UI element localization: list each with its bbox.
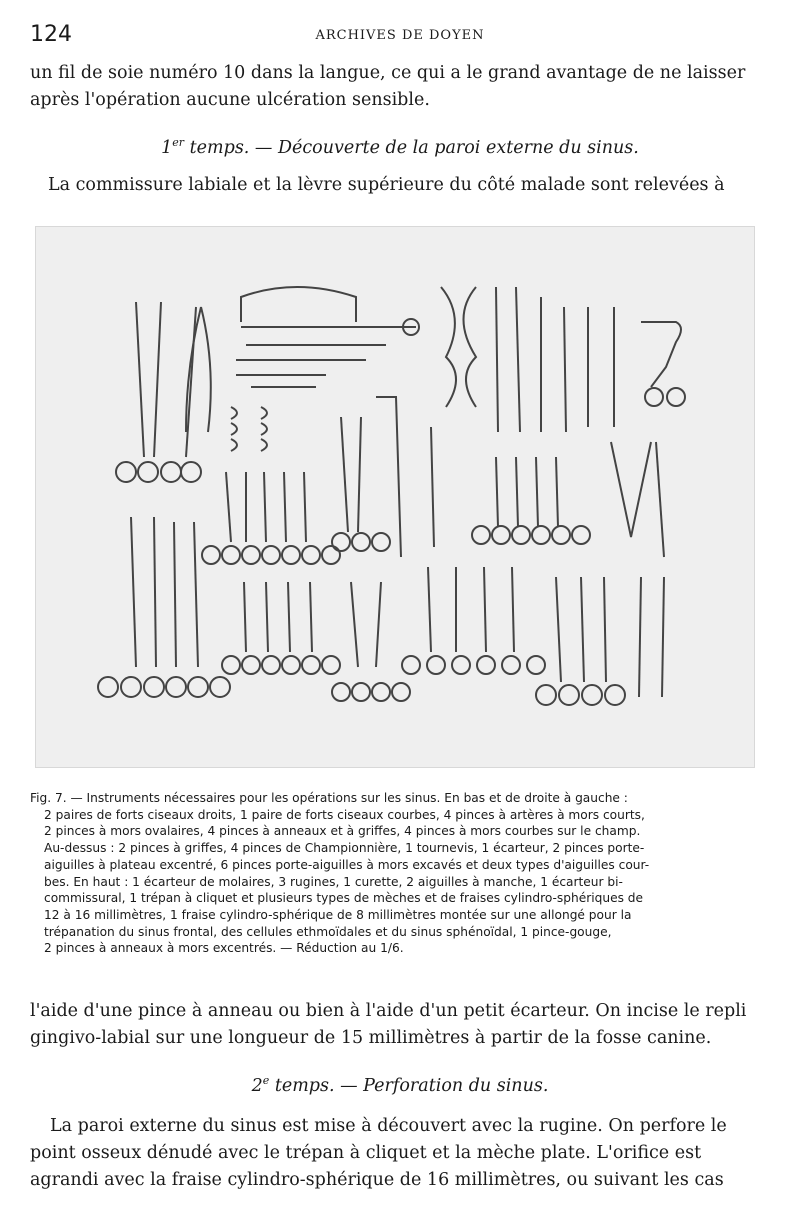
page-header xyxy=(30,22,770,52)
text-line: l'aide d'une pince à anneau ou bien à l'aide d'un petit écarteur. On incise le repli xyxy=(30,1001,747,1021)
heading-superscript: e xyxy=(262,1074,270,1087)
text-line: un fil de soie numéro 10 dans la langue, ce qui a le grand avantage de ne laisser xyxy=(30,63,746,83)
text-line: après l'opération aucune ulcération sensible. xyxy=(30,90,430,110)
text-line: La commissure labiale et la lèvre supérieure du côté malade sont relevées à xyxy=(48,175,725,195)
heading-superscript: er xyxy=(172,136,185,149)
caption-line: Fig. 7. — Instruments nécessaires pour les opérations sur les sinus. En bas et de droite à gauche : xyxy=(30,791,628,805)
figure-caption xyxy=(30,790,768,957)
caption-line: bes. En haut : 1 écarteur de molaires, 3 rugines, 1 curette, 2 aiguilles à manche, 1 écarteur bi- xyxy=(44,874,623,889)
text-line: gingivo-labial sur une longueur de 15 millimètres à partir de la fosse canine. xyxy=(30,1028,712,1048)
section2-paragraph xyxy=(30,1113,770,1194)
instruments-illustration xyxy=(36,227,754,767)
heading-number: 1 xyxy=(161,137,173,158)
caption-line: 2 pinces à anneaux à mors excentrés. — Réduction au 1/6. xyxy=(44,941,404,956)
text-line: La paroi externe du sinus est mise à découvert avec la rugine. On perfore le xyxy=(50,1116,727,1136)
heading-text: temps. — Perforation du sinus. xyxy=(269,1075,549,1096)
surgical-instruments-figure xyxy=(35,226,755,768)
caption-line: 12 à 16 millimètres, 1 fraise cylindro-sphérique de 8 millimètres montée sur une allongé pour la xyxy=(44,907,632,922)
page-number: 124 xyxy=(30,22,72,47)
section1-lead xyxy=(48,172,770,199)
caption-line: Au-dessus : 2 pinces à griffes, 4 pinces de Championnière, 1 tournevis, 1 écarteur, 2 pinces porte- xyxy=(44,841,645,856)
caption-line: trépanation du sinus frontal, des cellules ethmoïdales et du sinus sphénoïdal, 1 pince-gouge, xyxy=(44,924,612,939)
heading-text: temps. — Découverte de la paroi externe du sinus. xyxy=(184,137,639,158)
section-heading-2 xyxy=(30,1074,770,1096)
intro-paragraph xyxy=(30,60,770,114)
caption-line: 2 paires de forts ciseaux droits, 1 paire de forts ciseaux courbes, 4 pinces à artères à mors courts, xyxy=(44,807,645,822)
text-line: agrandi avec la fraise cylindro-sphérique de 16 millimètres, ou suivant les cas xyxy=(30,1170,724,1190)
running-title: ARCHIVES DE DOYEN xyxy=(315,28,485,43)
heading-number: 2 xyxy=(251,1075,263,1096)
text-line: point osseux dénudé avec le trépan à cliquet et la mèche plate. L'orifice est xyxy=(30,1143,702,1163)
caption-line: aiguilles à plateau excentré, 6 pinces porte-aiguilles à mors excavés et deux types d'aiguilles cour- xyxy=(44,857,650,872)
continuation-paragraph xyxy=(30,998,770,1052)
section-heading-1 xyxy=(30,136,770,158)
caption-line: 2 pinces à mors ovalaires, 4 pinces à anneaux et à griffes, 4 pinces à mors courbes sur le champ. xyxy=(44,824,641,839)
caption-line: commissural, 1 trépan à cliquet et plusieurs types de mèches et de fraises cylindro-sphériques de xyxy=(44,891,644,906)
